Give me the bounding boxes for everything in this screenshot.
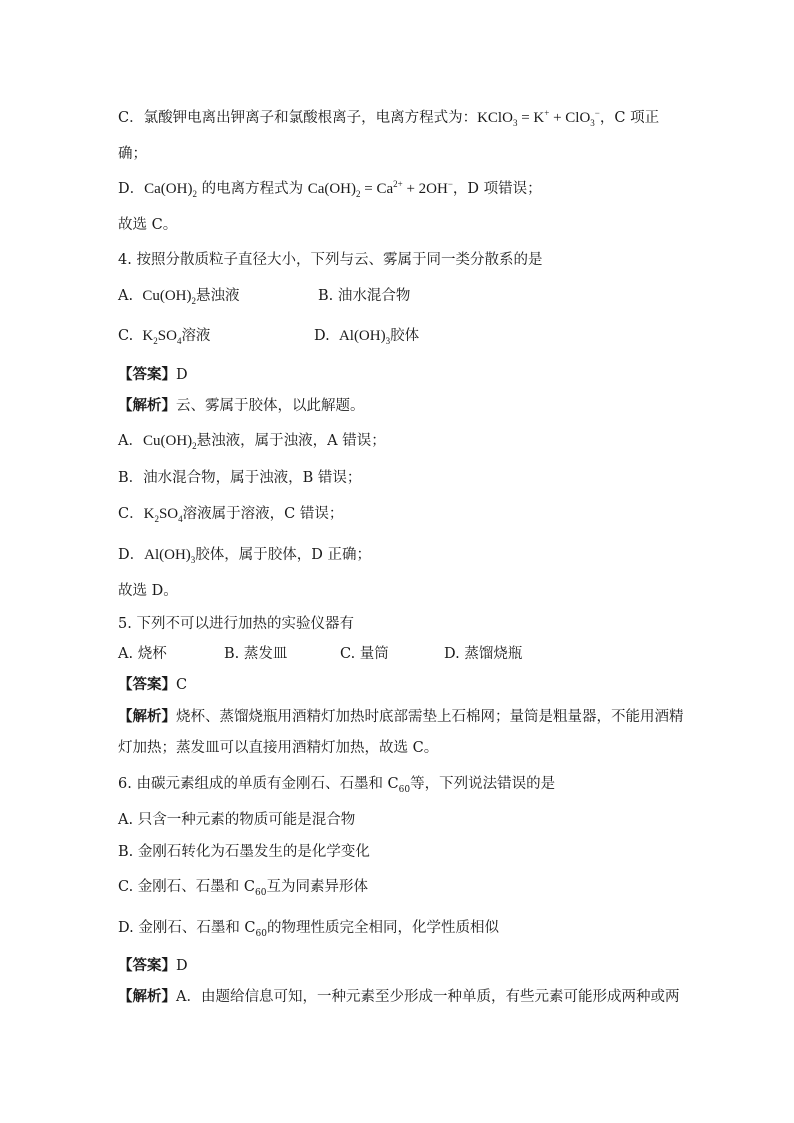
q3-c-text: C．氯酸钾电离出钾离子和氯酸根离子，电离方程式为： — [118, 110, 478, 126]
q4-analysis-b: B．油水混合物，属于浊液，B 错误； — [118, 470, 362, 486]
q4-analysis-c: C．$K_2SO_4$溶液属于溶液，C 错误； — [118, 506, 344, 524]
q5-stem: 5. 下列不可以进行加热的实验仪器有 — [118, 616, 354, 632]
q6-option-b: B. 金刚石转化为石墨发生的是化学变化 — [118, 844, 370, 860]
q6-answer: 【答案】D — [118, 957, 188, 974]
q4-options-row2 — [118, 325, 684, 347]
q5-option-b: B. 蒸发皿 — [224, 646, 288, 662]
q4-option-a: A. $Cu(OH)_2$悬浊液 — [118, 288, 240, 306]
q4-stem: 4. 按照分散质粒子直径大小，下列与云、雾属于同一类分散系的是 — [118, 252, 543, 268]
q5-analysis: 【解析】烧杯、蒸馏烧瓶用酒精灯加热时底部需垫上石棉网；量筒是粗量器，不能用酒精 — [118, 708, 684, 725]
q4-analysis: 【解析】云、雾属于胶体，以此解题。 — [118, 397, 365, 414]
q5-option-d: D. 蒸馏烧瓶 — [444, 646, 523, 662]
q3-d-equation: $Ca(OH)_2 = Ca^{2+} + 2OH^-$ — [307, 179, 453, 199]
q6-option-d: D. 金刚石、石墨和 $C_{60}$的物理性质完全相同，化学性质相似 — [118, 920, 499, 939]
q5-option-c: C. 量筒 — [340, 646, 389, 662]
q3-conclusion: 故选 C。 — [118, 217, 178, 233]
q6-option-c: C. 金刚石、石墨和 $C_{60}$互为同素异形体 — [118, 879, 368, 898]
q5-analysis-cont: 灯加热；蒸发皿可以直接用酒精灯加热，故选 C。 — [118, 740, 439, 756]
q3-option-c: C．氯酸钾电离出钾离子和氯酸根离子，电离方程式为：KClO$_3$ = K+ + ClO$_3$−，C 项正 — [118, 108, 660, 128]
q5-option-a: A. 烧杯 — [118, 646, 167, 662]
q6-stem: 6. 由碳元素组成的单质有金刚石、石墨和 $C_{60}$等，下列说法错误的是 — [118, 776, 556, 795]
q4-answer: 【答案】D — [118, 366, 188, 383]
q5-options — [118, 643, 684, 665]
q3-option-c-cont: 确； — [118, 146, 147, 162]
q5-answer: 【答案】C — [118, 676, 188, 693]
q3-option-d: D．$Ca(OH)_2$ 的电离方程式为 $Ca(OH)_2 = Ca^{2+} + 2OH^-$，D 项错误； — [118, 179, 542, 199]
q4-conclusion: 故选 D。 — [118, 583, 178, 599]
q4-options-row1 — [118, 285, 684, 307]
q4-option-c: C. $K_2SO_4$溶液 — [118, 328, 211, 346]
q4-analysis-a: A．$Cu(OH)_2$悬浊液，属于浊液，A 错误； — [118, 433, 386, 451]
q4-option-d: D. $Al(OH)_3$胶体 — [314, 328, 420, 346]
q4-option-b: B. 油水混合物 — [318, 288, 411, 304]
q6-option-a: A. 只含一种元素的物质可能是混合物 — [118, 812, 356, 828]
q6-analysis: 【解析】A．由题给信息可知，一种元素至少形成一种单质，有些元素可能形成两种或两 — [118, 988, 680, 1005]
q4-analysis-d: D．$Al(OH)_3$胶体，属于胶体，D 正确； — [118, 547, 372, 565]
q3-c-equation: KClO$_3$ = K+ + ClO$_3$− — [477, 108, 600, 128]
